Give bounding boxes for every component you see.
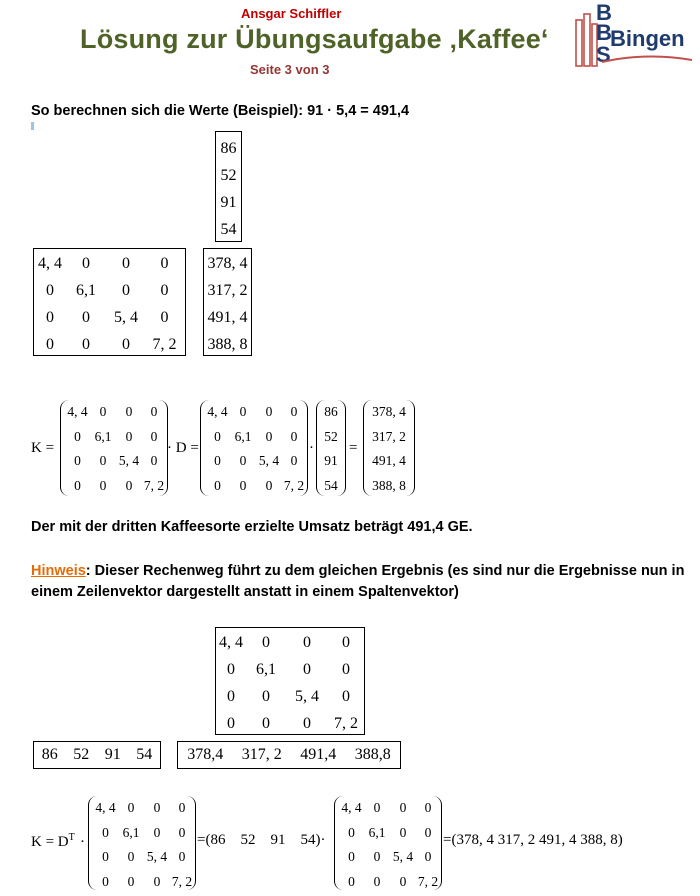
row-vector-cell: 86 — [41, 746, 58, 763]
eq1-dot-d: · D = — [167, 440, 199, 456]
row-vector-cell: 54 — [136, 746, 153, 763]
d-vector-cell: 54 — [220, 221, 237, 238]
result-row-cell: 491,4 — [300, 746, 337, 763]
d-vector-cell: 91 — [220, 194, 237, 211]
result-row-cell: 378,4 — [187, 746, 224, 763]
author-name: Ansgar Schiffler — [241, 6, 342, 21]
eq1-matrix-2: 4, 4 0 0 0 0 6,1 0 0 0 0 5, 4 0 0 0 0 7, 2 — [200, 400, 308, 496]
matrix-cell: 6,1 — [76, 282, 96, 299]
logo-letter-b2: B — [596, 20, 612, 45]
logo-swoosh — [602, 54, 692, 66]
matrix-cell: 0 — [82, 255, 90, 272]
hint-text: : Dieser Rechenweg führt zu dem gleichen Ergebnis (es sind nur die Ergebnisse nun in einem Zeilenvektor dargestellt anstatt in einem Spaltenvektor) — [31, 563, 685, 600]
result-cell: 378, 4 — [207, 255, 248, 272]
eq1-d-vector: 86 52 91 54 — [316, 400, 346, 496]
logo-text: Bingen — [610, 26, 685, 51]
result-row-box — [177, 741, 401, 769]
eq1-equals: = — [349, 440, 358, 456]
eq1-result-vector: 378, 4 317, 2 491, 4 388, 8 — [363, 400, 415, 496]
eq2-row-vector: =(86 52 91 54)· — [197, 832, 326, 848]
result-row-cell: 317, 2 — [241, 746, 282, 763]
d-vector-box — [215, 131, 242, 242]
matrix-cell: 0 — [46, 309, 54, 326]
school-logo — [572, 0, 692, 72]
eq2-matrix-1: 4, 4 0 0 0 0 6,1 0 0 0 0 5, 4 0 0 0 0 7, 2 — [88, 796, 196, 890]
diag-matrix-box — [33, 248, 186, 356]
d-vector-cell: 86 — [220, 140, 237, 157]
eq2-dot: · — [80, 834, 85, 850]
matrix-cell: 0 — [160, 282, 169, 299]
hint-paragraph — [31, 561, 691, 603]
result-row-cell: 388,8 — [354, 746, 391, 763]
eq1-lhs: K = — [31, 440, 55, 456]
hint-label: Hinweis — [31, 563, 86, 579]
matrix-cell: 0 — [82, 336, 90, 353]
result-cell: 491, 4 — [207, 309, 248, 326]
logo-letter-b1: B — [596, 0, 612, 25]
matrix-cell: 0 — [122, 255, 130, 272]
eq2-matrix-2: 4, 4 0 0 0 0 6,1 0 0 0 0 5, 4 0 0 0 0 7, 2 — [334, 796, 442, 890]
diag-matrix-box-2: 4, 4 0 0 0 0 6,1 0 0 0 0 5, 4 0 0 0 0 7, 2 — [215, 627, 365, 735]
matrix-cell: 0 — [82, 309, 90, 326]
matrix-cell: 0 — [46, 336, 54, 353]
result-cell: 388, 8 — [207, 336, 248, 353]
logo-letter-s: S — [596, 42, 611, 67]
matrix-cell: 0 — [122, 336, 130, 353]
matrix-cell: 7, 2 — [152, 336, 177, 353]
row-vector-cell: 52 — [73, 746, 90, 763]
conclusion-text: Der mit der dritten Kaffeesorte erzielte Umsatz beträgt 491,4 GE. — [31, 519, 473, 535]
cursor-mark — [31, 122, 34, 130]
matrix-cell: 5, 4 — [114, 309, 138, 326]
intro-text: So berechnen sich die Werte (Beispiel): 91 · 5,4 = 491,4 — [31, 103, 410, 119]
eq1-dot: · — [309, 440, 314, 456]
page-number: Seite 3 von 3 — [250, 62, 330, 77]
row-vector-box — [33, 741, 161, 769]
eq2-final-result: =(378, 4 317, 2 491, 4 388, 8) — [443, 832, 623, 848]
result-vector-box — [203, 248, 252, 356]
matrix-cell: 0 — [46, 282, 54, 299]
page-title: Lösung zur Übungsaufgabe ‚Kaffee‘ — [80, 24, 549, 54]
result-cell: 317, 2 — [207, 282, 248, 299]
matrix-cell: 4, 4 — [38, 255, 62, 272]
d-vector-cell: 52 — [220, 167, 237, 184]
matrix-cell: 0 — [160, 309, 169, 326]
matrix-cell: 0 — [122, 282, 130, 299]
matrix-cell: 0 — [160, 255, 169, 272]
row-vector-cell: 91 — [104, 746, 121, 763]
eq1-matrix-1: 4, 4 0 0 0 0 6,1 0 0 0 0 5, 4 0 0 0 0 7, 2 — [60, 400, 168, 496]
eq2-lhs: $K = D^T$ — [31, 832, 75, 850]
